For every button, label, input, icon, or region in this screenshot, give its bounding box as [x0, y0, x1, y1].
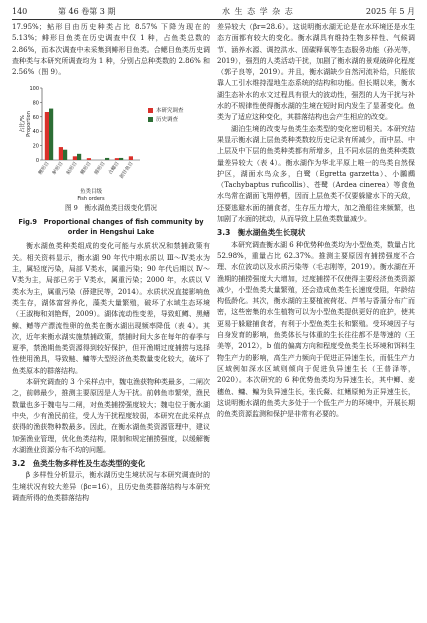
header-rule	[12, 19, 415, 20]
y-tick-label: 0	[35, 158, 39, 165]
bar-present	[59, 148, 63, 161]
bar-historical	[105, 158, 109, 160]
bar-chart	[12, 82, 210, 202]
bar-present	[45, 112, 49, 160]
x-tick-label: 合鳃目	[108, 161, 121, 177]
x-tick-label: 鲤形目	[38, 161, 51, 177]
paragraph: 差异较大（βr=28.6）。这说明衡水湖无论是在水环境还是水生态方面都有较大的变化。衡水湖具有维持生物多样性、气候调节、涵养水源、调控洪水、固碳释氧等生态服务功能（孙光等，2019），强烈的人类活动干扰，加剧了衡水湖的景观破碎化程度（郭子良等，2019）。并且，衡水湖缺少自然河流补给，只能依靠人工引水维持湿地生态系统的结构和功能。但长期以来，衡水湖生态补水的水文过程具有很大的波动性，强烈的人为干扰与补水的不规律性使得衡水湖的生境在短时间内发生了显著变化。鱼类为了适应这种变化，其群落结构也会产生相应的改变。	[217, 23, 415, 122]
bar-present	[73, 157, 77, 161]
bar-historical	[77, 154, 81, 160]
figure-caption-en: Fig.9 Proportional changes of fish community by order in Hengshui Lake	[18, 218, 204, 237]
y-tick-label: 60	[32, 115, 39, 122]
legend-label: 历史调查	[156, 117, 179, 124]
legend-swatch	[148, 117, 153, 122]
x-axis-label-en: Fish orders	[77, 196, 105, 203]
bar-present	[129, 157, 133, 161]
left-column	[12, 22, 210, 504]
x-tick-label: 鲈形目	[52, 161, 65, 177]
y-tick-label: 80	[32, 100, 39, 107]
paragraph: β 多样性分析显示，衡水湖历史生境状况与本研究调查时的生境状况有较大差异（βc=16），且历史鱼类群落结构与本研究调查所得的鱼类群落结构	[12, 471, 210, 503]
y-tick-label: 100	[29, 86, 39, 93]
bar-present	[87, 159, 91, 161]
figure-9	[12, 82, 210, 202]
paragraph: 本研究调查的 3 个采样点中，魏屯渔获物种类最多，二闸次之，前韩最少，推测主要原因是人为干扰。前韩鱼市繁荣，渔民数量也多于魏屯与二闸，对鱼类捕捞强度较大；魏屯位于衡水湖中央，少有渔民前往，受人为干扰程度较弱，本研究在此采样点获得的渔获物种数最多。因此，在衡水湖鱼类资源管理中，建议加强渔业管理，优化鱼类结构，限制和规定捕捞强度，以缓解衡水湖渔业资源分布不均的问题。	[12, 378, 210, 454]
right-column	[217, 22, 415, 420]
paragraph: 本研究调查衡水湖 6 种优势种鱼类均为小型鱼类，数量占比 52.98%，重量占比 62.37%。推测主要原因有捕捞强度不合理、水位波动以及水质污染等（毛志刚等，2019）。衡水湖在开渔期的捕捞强度大大增加，过度捕捞不仅使得主要经济鱼类资源减少，小型鱼类大量繁殖，还会造成鱼类生长速度受阻，年龄结构低龄化。其次，衡水湖的主要植被荷花、芦苇与香蒲分布广而密，这些密集的水生植物可以为小型鱼类提供更好的庇护，使其更易于躲避捕食者，有利于小型鱼类生长和繁殖。受环境因子与自身发育的影响，鱼类体长与体重的生长往往都不是等速的（王美等，2012），b 值的偏离方向和程度受鱼类生长环境和饵料生物生产力的影响，高生产力频向于促进正异速生长，而低生产力区域例如深水区域则倾向于促进负异速生长（王普泽等，2020）。本次研究的 6 种优势鱼类均为异速生长，其中鲫、麦穗鱼、鳙、鳊为负异速生长，张氏䱗、红鳍原鲌为正异速生长，这说明衡水湖的鱼类大多处于一个低生产力的环境中，开展长期的鱼类资源监测和保护是非常有必要的。	[217, 240, 415, 419]
paragraph: 17.95%；鲇形目由历史种类占比 8.57% 下降为现在的 5.13%；鲱形目鱼类在历史调查中仅 1 种，占鱼类总数的 2.86%，而本次调查中未采集到鲱形目鱼类。合鳃目鱼类历史调查种类与本研究所调查均为 1 种，分别占总种类数的 2.86% 和 2.56%（图 9）。	[12, 23, 210, 77]
page-number: 140	[12, 7, 28, 16]
section-heading: 3.2 鱼类生物多样性及生态类型的变化	[12, 459, 146, 469]
figure-caption-cn: 图 9 衡水湖鱼类目级变化情况	[64, 204, 157, 213]
paragraph: 湖泊生境的改变与鱼类生态类型的变化密切相关。本研究结果显示衡水湖上层鱼类种类数较历史记录有所减少，而中层、中上层及中下层的鱼类种类都有所增多，且不同水层的鱼类种类数量差异较大（表 4）。衡水湖作为华北平原上唯一的鸟类自然保护区，湖面水鸟众多，白鹭（Egretta garzetta）、小鸊鷉（Tachybaptus ruficollis）、苍鹭（Ardea cinerea）等食鱼水鸟常在湖面飞翔停栖，因而上层鱼类不仅要躲避水下的天敌，还要逃避水面的捕食者，生存压力增大，加之渔船往来频繁，也加剧了水面的扰动，从而导致上层鱼类数量减少。	[217, 124, 415, 224]
y-tick-label: 40	[32, 129, 39, 136]
bar-historical	[119, 158, 123, 160]
legend-swatch	[148, 108, 153, 113]
section-heading: 3.3 衡水湖鱼类生长现状	[217, 228, 306, 238]
x-tick-label: 鳉形目	[80, 161, 93, 177]
paragraph: 衡水湖鱼类种类组成的变化可能与水质状况和禁捕政策有关。相关资料显示，衡水湖 90 年代中期水质以 Ⅲ～Ⅳ类水为主，属轻度污染，局部 Ⅴ类水，属重污染；90 年代后期以 Ⅳ～Ⅴ类为主，局部已劣于 Ⅴ类水，属重污染；2000 年，水质以 Ⅴ类水为主，属重污染（薛建民等，2014）。水质状况直接影响鱼类生存，湖体富营养化，藻类大量繁殖，破坏了水域生态环境（王淑梅和刘艳辉，2009）。湖体流动性变差，导致虹鳟、黑鳍鳈、鳡等产漂流性卵的鱼类在衡水湖出现频率降低（表 4）。其次，近年来衡水湖实施禁捕政策，禁捕时间大多在每年的春季与夏季，禁渔期鱼类资源得到较好保护，但开渔期过度捕捞与选择性使用渔具，导致鲢、鳙等大型经济鱼类数量变化较大，破坏了鱼类原本的群落结构。	[12, 242, 210, 375]
y-tick-label: 20	[32, 144, 39, 151]
bar-historical	[63, 150, 67, 160]
bar-present	[115, 159, 119, 161]
volume-issue: 第 46 卷第 3 期	[58, 7, 116, 16]
y-axis-label-en: Proportion	[26, 111, 32, 138]
running-header	[12, 6, 415, 18]
bar-historical	[49, 109, 53, 160]
legend-label: 本研究调查	[156, 108, 184, 115]
x-axis-label-cn: 鱼类目级	[79, 189, 103, 196]
x-tick-label: 鲇形目	[66, 161, 79, 177]
x-tick-label: 颌针鱼目	[119, 161, 135, 181]
x-tick-label: 鲱形目	[94, 161, 107, 177]
issue-date: 2025 年 5 月	[365, 7, 415, 16]
y-axis-label-cn: 占比/%	[20, 115, 26, 134]
journal-name: 水 生 态 学 杂 志	[222, 7, 294, 16]
